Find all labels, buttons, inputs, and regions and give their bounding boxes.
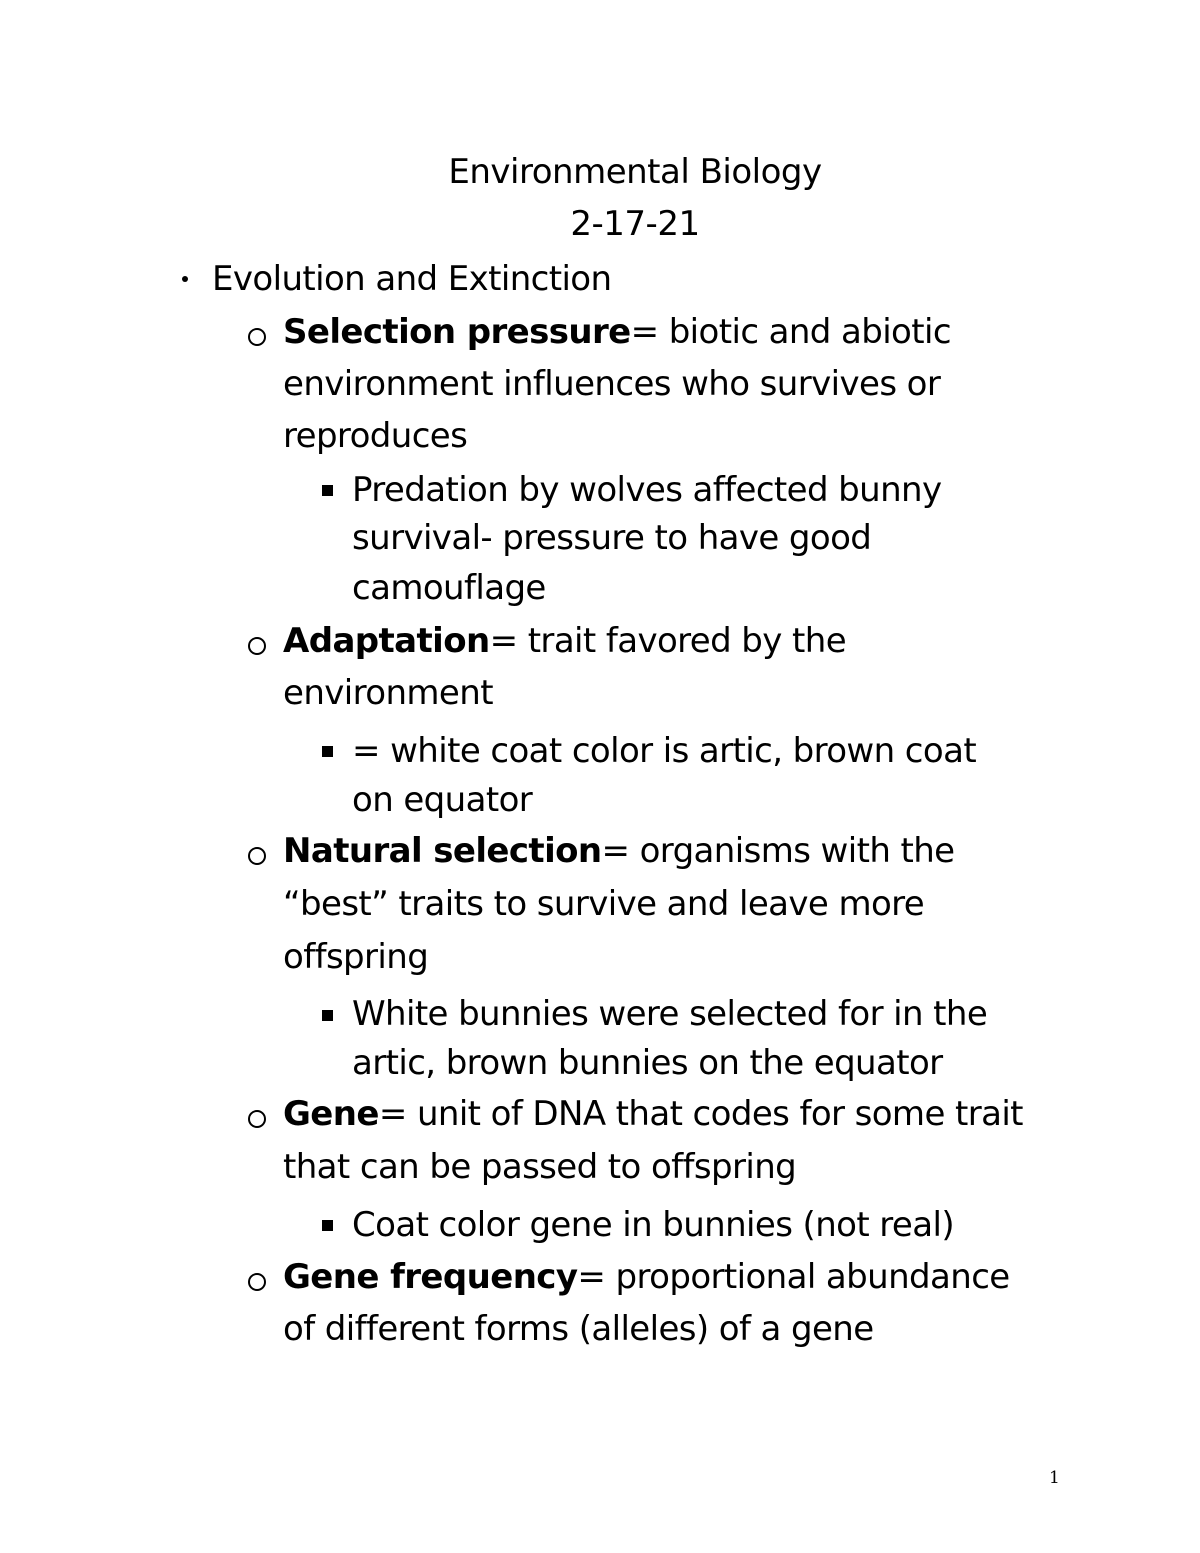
definition-line: environment influences who survives or [283, 364, 941, 404]
topic-heading: Evolution and Extinction [212, 259, 612, 299]
definition-line [283, 825, 955, 877]
definition-line: reproduces [283, 416, 468, 456]
definition-line [283, 1088, 1023, 1140]
definition-text: = trait favored by the [489, 621, 847, 661]
circle-bullet-icon [248, 1273, 266, 1291]
definition-line [283, 1251, 1010, 1303]
circle-bullet-icon [248, 1110, 266, 1128]
term-gene: Gene [283, 1094, 379, 1134]
definition-line: environment [283, 673, 493, 713]
example-line: survival- pressure to have good [352, 518, 872, 558]
definition-text: = organisms with the [601, 831, 955, 871]
example-line: artic, brown bunnies on the equator [352, 1043, 943, 1083]
circle-bullet-icon [248, 847, 266, 865]
definition-text: = unit of DNA that codes for some trait [378, 1094, 1023, 1134]
square-bullet-icon [322, 1220, 333, 1231]
definition-text: = proportional abundance [577, 1257, 1010, 1297]
square-bullet-icon [322, 1010, 333, 1021]
example-line: Predation by wolves affected bunny [352, 470, 942, 510]
page-number: 1 [1049, 1468, 1060, 1488]
term-natural-selection: Natural selection [283, 831, 602, 871]
definition-line [283, 615, 846, 667]
square-bullet-icon [322, 746, 333, 757]
example-line: Coat color gene in bunnies (not real) [352, 1205, 954, 1245]
definition-line: of different forms (alleles) of a gene [283, 1309, 874, 1349]
circle-bullet-icon [248, 637, 266, 655]
bullet-dot-icon [182, 276, 188, 282]
definition-line [283, 306, 951, 358]
circle-bullet-icon [248, 328, 266, 346]
example-line: White bunnies were selected for in the [352, 994, 988, 1034]
square-bullet-icon [322, 485, 333, 496]
example-line: on equator [352, 780, 533, 820]
definition-text: = biotic and abiotic [630, 312, 951, 352]
example-line: = white coat color is artic, brown coat [352, 731, 977, 771]
definition-line: offspring [283, 937, 429, 977]
document-title: Environmental Biology [448, 152, 822, 192]
document-date: 2-17-21 [570, 204, 700, 244]
definition-line: “best” traits to survive and leave more [283, 884, 925, 924]
term-selection-pressure: Selection pressure [283, 312, 631, 352]
term-adaptation: Adaptation [283, 621, 490, 661]
term-gene-frequency: Gene frequency [283, 1257, 578, 1297]
example-line: camouflage [352, 568, 546, 608]
definition-line: that can be passed to offspring [283, 1147, 797, 1187]
